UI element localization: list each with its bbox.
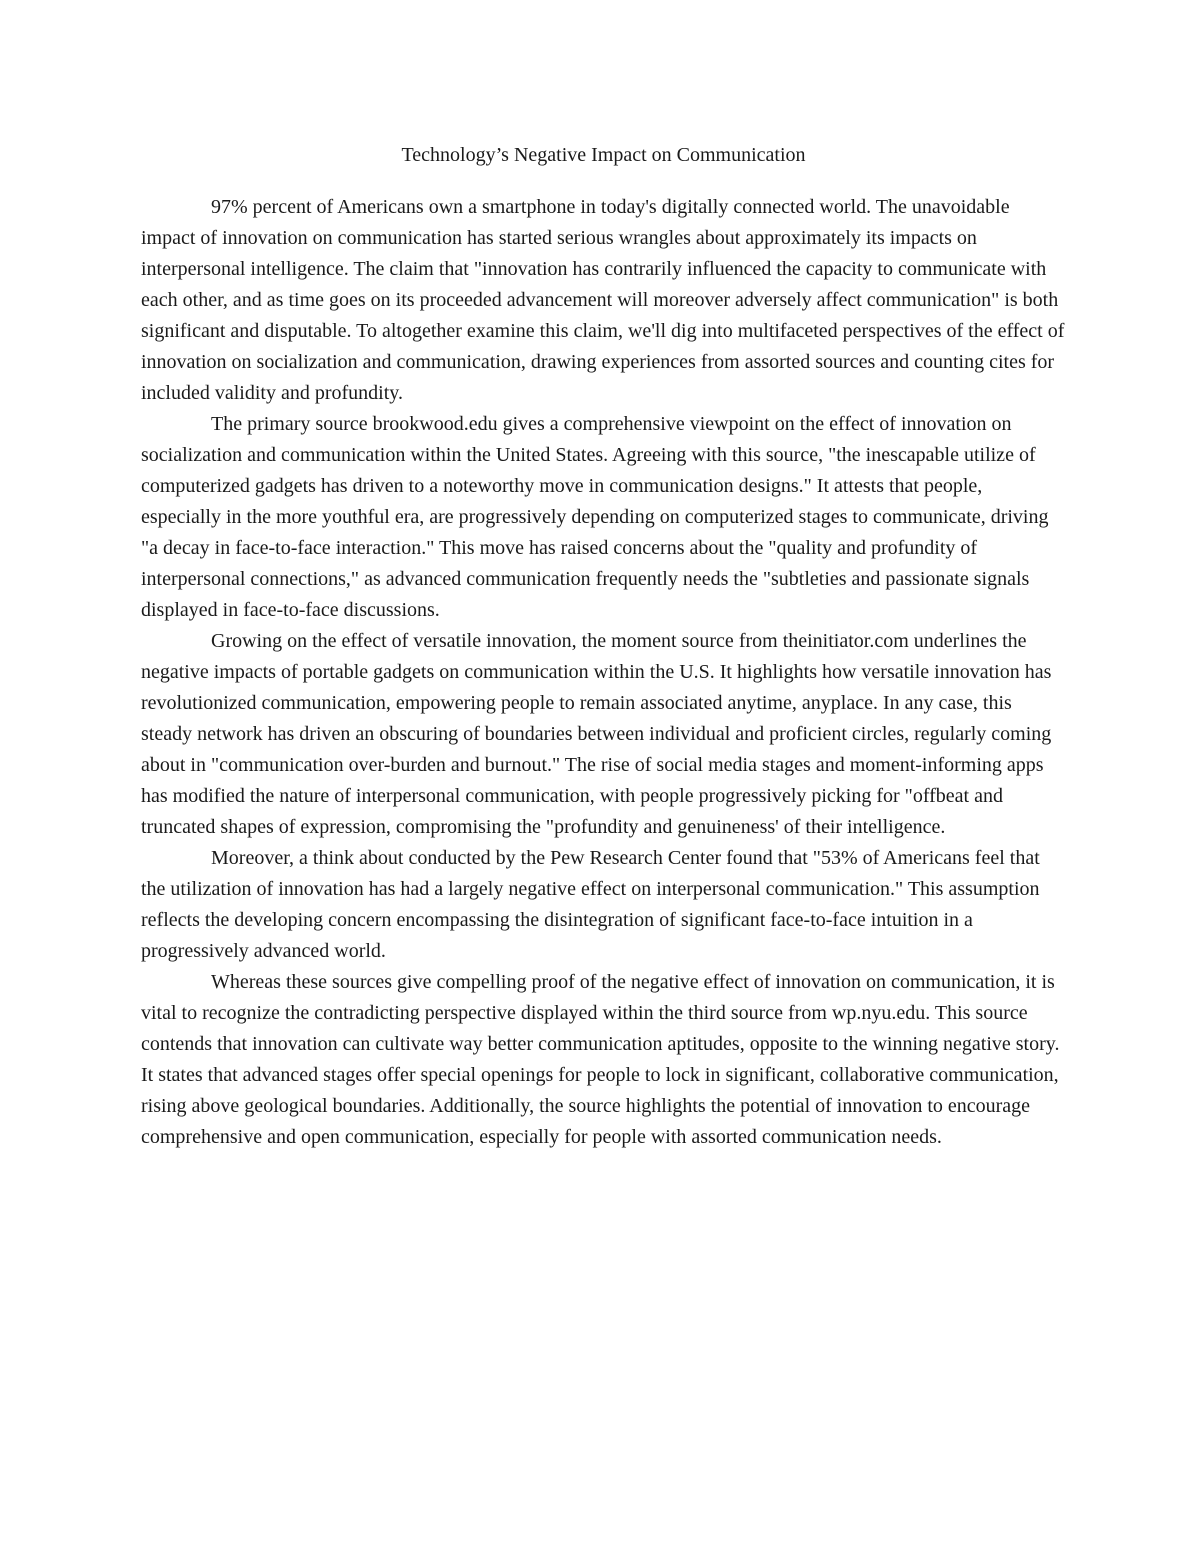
document-body <box>141 140 1066 1153</box>
paragraph-2: The primary source brookwood.edu gives a comprehensive viewpoint on the effect of innovation on socialization and communication within the United States. Agreeing with this source, "the inescapable utilize of computerized gadgets has driven to a noteworthy move in communication designs." It attests that people, especially in the more youthful era, are progressively depending on computerized stages to communicate, driving "a decay in face-to-face interaction." This move has raised concerns about the "quality and profundity of interpersonal connections," as advanced communication frequently needs the "subtleties and passionate signals displayed in face-to-face discussions. <box>141 413 1049 621</box>
paragraph-1: 97% percent of Americans own a smartphone in today's digitally connected world. The unavoidable impact of innovation on communication has started serious wrangles about approximately its impacts on interpersonal intelligence. The claim that "innovation has contrarily influenced the capacity to communicate with each other, and as time goes on its proceeded advancement will moreover adversely affect communication" is both significant and disputable. To altogether examine this claim, we'll dig into multifaceted perspectives of the effect of innovation on socialization and communication, drawing experiences from assorted sources and counting cites for included validity and profundity. <box>141 196 1065 404</box>
paragraph-3: Growing on the effect of versatile innovation, the moment source from theinitiator.com underlines the negative impacts of portable gadgets on communication within the U.S. It highlights how versatile innovation has revolutionized communication, empowering people to remain associated anytime, anyplace. In any case, this steady network has driven an obscuring of boundaries between individual and proficient circles, regularly coming about in "communication over-burden and burnout." The rise of social media stages and moment-informing apps has modified the nature of interpersonal communication, with people progressively picking for "offbeat and truncated shapes of expression, compromising the "profundity and genuineness' of their intelligence. <box>141 630 1052 838</box>
paragraph-5: Whereas these sources give compelling proof of the negative effect of innovation on communication, it is vital to recognize the contradicting perspective displayed within the third source from wp.nyu.edu. This source contends that innovation can cultivate way better communication aptitudes, opposite to the winning negative story. It states that advanced stages offer special openings for people to lock in significant, collaborative communication, rising above geological boundaries. Additionally, the source highlights the potential of innovation to encourage comprehensive and open communication, especially for people with assorted communication needs. <box>141 971 1060 1148</box>
paragraph-4: Moreover, a think about conducted by the Pew Research Center found that "53% of Americans feel that the utilization of innovation has had a largely negative effect on interpersonal communication." This assumption reflects the developing concern encompassing the disintegration of significant face-to-face intuition in a progressively advanced world. <box>141 847 1040 962</box>
document-title: Technology’s Negative Impact on Communication <box>401 144 806 166</box>
